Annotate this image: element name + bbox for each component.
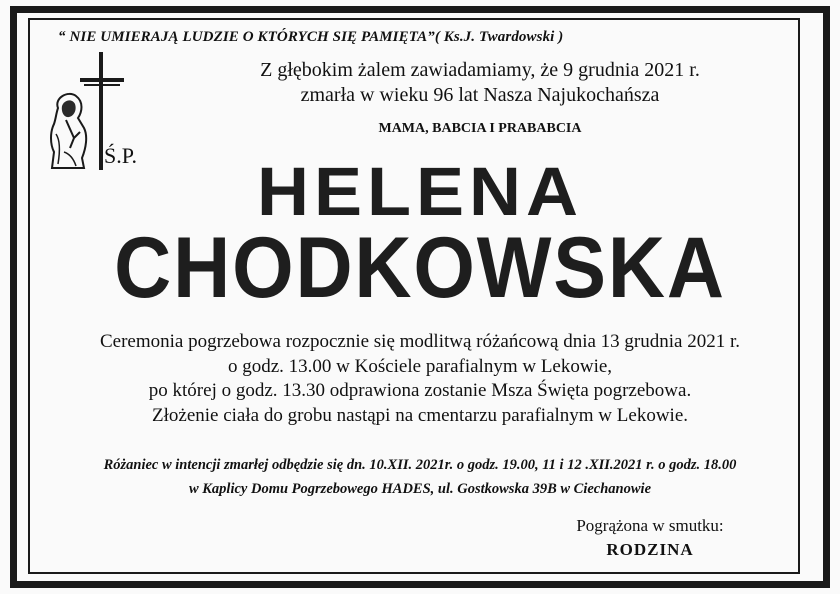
ceremony-line: Złożenie ciała do grobu nastąpi na cmentarzu parafialnym w Lekowie. [152, 404, 688, 426]
sp-label: Ś.P. [104, 143, 138, 168]
deceased-last-name: CHODKOWSKA [114, 220, 726, 316]
motto-quote: “ NIE UMIERAJĄ LUDZIE O KTÓRYCH SIĘ PAMIĘTA”( Ks.J. Twardowski ) [58, 29, 564, 45]
relation-title: MAMA, BABCIA I PRABABCIA [378, 121, 582, 136]
deceased-first-name: HELENA [256, 154, 583, 230]
ceremony-details [40, 330, 800, 428]
rosary-line: Różaniec w intencji zmarłej odbędzie się dn. 10.XII. 2021r. o godz. 19.00, 11 i 12 .XII.2021 r. o godz. 18.00 [103, 457, 737, 473]
ceremony-line: po której o godz. 13.30 odprawiona zostanie Msza Święta pogrzebowa. [148, 380, 692, 401]
announcement-text [200, 58, 760, 108]
ceremony-line: Ceremonia pogrzebowa rozpocznie się modlitwą różańcową dnia 13 grudnia 2021 r. [100, 331, 740, 352]
announcement-line: Z głębokim żalem zawiadamiamy, że 9 grudnia 2021 r. [260, 59, 700, 81]
family-signature: RODZINA [606, 540, 694, 559]
rosary-details [40, 453, 800, 501]
ceremony-line: o godz. 13.00 w Kościele parafialnym w Lekowie, [227, 355, 613, 377]
mourning-caption: Pogrążona w smutku: [576, 516, 724, 535]
announcement-line: zmarła w wieku 96 lat Nasza Najukochańsza [300, 84, 660, 106]
rosary-line: w Kaplicy Domu Pogrzebowego HADES, ul. Gostkowska 39B w Ciechanowie [188, 481, 652, 497]
